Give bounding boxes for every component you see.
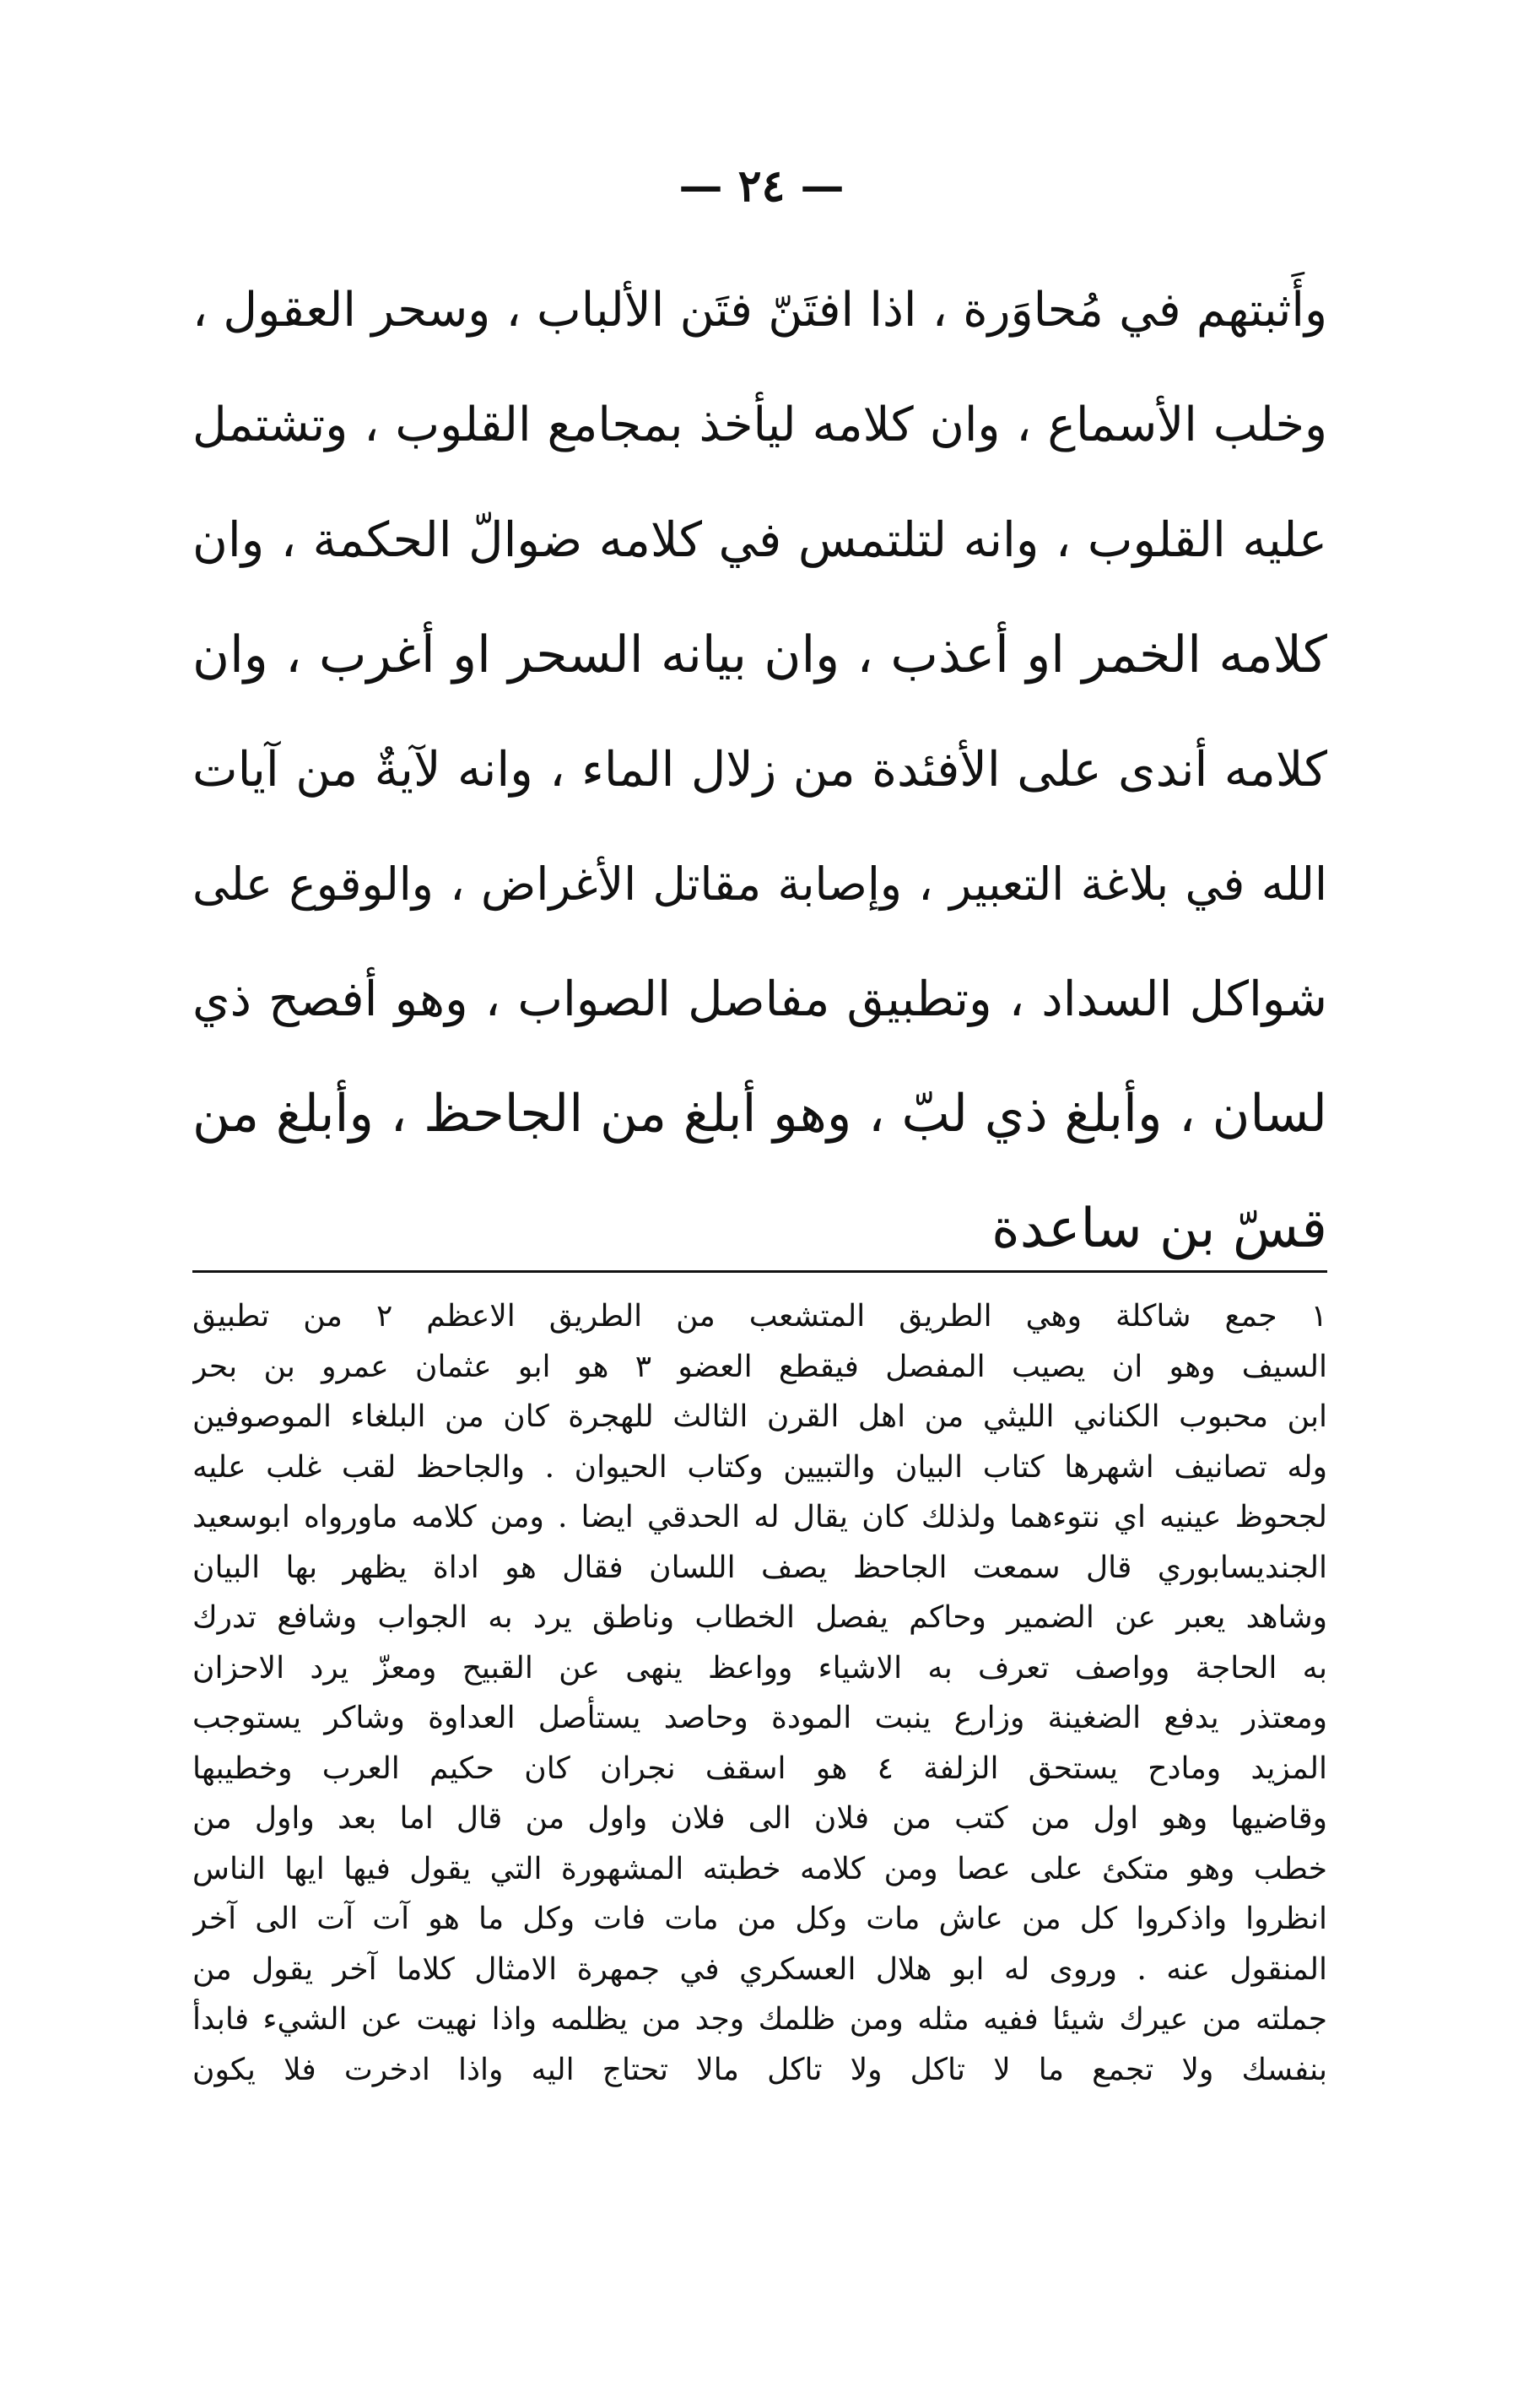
- footnote-line: وقاضيها وهو اول من كتب من فلان الى فلان واول من قال اما بعد واول من: [192, 1801, 1327, 1836]
- footnote-line: وشاهد يعبر عن الضمير وحاكم يفصل الخطاب وناطق يرد به الجواب وشافع تدرك: [192, 1600, 1327, 1635]
- footnote-line: ومعتذر يدفع الضغينة وزارع ينبت المودة وحاصد يستأصل العداوة وشاكر يستوجب: [192, 1701, 1327, 1735]
- footnote-line: ١ جمع شاكلة وهي الطريق المتشعب من الطريق الاعظم ٢ من تطبيق: [192, 1299, 1327, 1334]
- body-line: لسان ، وأبلغ ذي لبّ ، وهو أبلغ من الجاحظ ، وأبلغ من: [192, 1084, 1327, 1144]
- footnote-line: بنفسك ولا تجمع ما لا تاكل ولا تاكل مالا تحتاج اليه واذا ادخرت فلا يكون: [192, 2052, 1327, 2087]
- body-line: عليه القلوب ، وانه لتلتمس في كلامه ضوالّ الحكمة ، وان: [192, 512, 1327, 568]
- footnote-line: ابن محبوب الكناني الليثي من اهل القرن الثالث للهجرة كان من البلغاء الموصوفين: [192, 1399, 1327, 1434]
- footnote-line: خطب وهو متكئ على عصا ومن كلامه خطبته المشهورة التي يقول فيها ايها الناس: [192, 1851, 1327, 1886]
- footnotes: [192, 1291, 1327, 2095]
- footnote-line: وله تصانيف اشهرها كتاب البيان والتبيين وكتاب الحيوان . والجاحظ لقب غلب عليه: [192, 1449, 1327, 1485]
- footnote-line: به الحاجة وواصف تعرف به الاشياء وواعظ ينهى عن القبيح ومعزّ يرد الاحزان: [192, 1650, 1327, 1686]
- footnote-divider: [192, 1270, 1327, 1273]
- footnote-line: لجحوظ عينيه اي نتوءهما ولذلك كان يقال له الحدقي ايضا . ومن كلامه ماورواه ابوسعيد: [192, 1500, 1327, 1534]
- footnote-line: المنقول عنه . وروى له ابو هلال العسكري في جمهرة الامثال كلاما آخر يقول من: [192, 1951, 1327, 1987]
- body-line: كلامه الخمر او أعذب ، وان بيانه السحر او أغرب ، وان: [192, 625, 1327, 685]
- body-line: وخلب الأسماع ، وان كلامه ليأخذ بمجامع القلوب ، وتشتمل: [192, 398, 1327, 452]
- footnote-line: الجنديسابوري قال سمعت الجاحظ يصف اللسان فقال هو اداة يظهر بها البيان: [192, 1550, 1327, 1585]
- footnote-line: جملته من عيرك شيئا ففيه مثله ومن ظلمك وجد من يظلمه واذا نهيت عن الشيء فابدأ: [192, 2002, 1327, 2037]
- footnote-line: انظروا واذكروا كل من عاش مات وكل من مات فات وكل ما هو آت آت الى آخر: [192, 1902, 1327, 1936]
- body-line: وأَثبتهم في مُحاوَرة ، اذا افتَنّ فتَن الألباب ، وسحر العقول ،: [192, 283, 1327, 338]
- body-line: شواكل السداد ، وتطبيق مفاصل الصواب ، وهو أفصح ذي: [192, 971, 1327, 1027]
- footnote-line: السيف وهو ان يصيب المفصل فيقطع العضو ٣ هو ابو عثمان عمرو بن بحر: [192, 1349, 1327, 1384]
- main-text: [192, 253, 1327, 1286]
- page-number: — ٢٤ —: [678, 160, 845, 212]
- footnote-line: المزيد ومادح يستحق الزلفة ٤ هو اسقف نجران كان حكيم العرب وخطيبها: [192, 1751, 1327, 1786]
- body-line: كلامه أندى على الأفئدة من زلال الماء ، وانه لآيةٌ من آيات: [192, 742, 1327, 798]
- body-line: الله في بلاغة التعبير ، وإصابة مقاتل الأغراض ، والوقوع على: [192, 858, 1327, 911]
- body-line: قسّ بن ساعدة: [991, 1198, 1327, 1260]
